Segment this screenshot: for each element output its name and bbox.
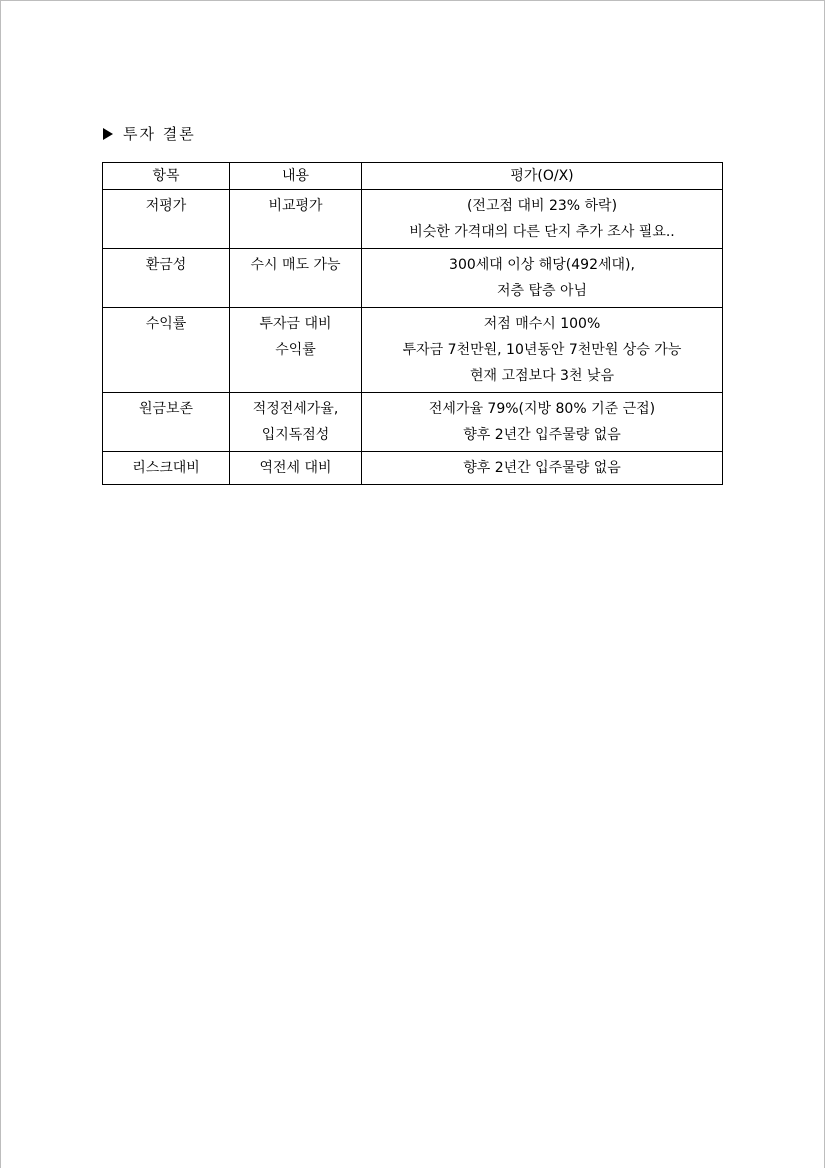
content-line: 수시 매도 가능	[250, 257, 341, 273]
header-evaluation: 평가(O/X)	[362, 163, 723, 190]
row-item-cell: 환금성	[103, 249, 230, 308]
evaluation-line: 저층 탑층 아님	[496, 283, 588, 299]
section-heading	[103, 123, 196, 145]
row-content-cell	[230, 190, 362, 249]
header-item: 항목	[103, 163, 230, 190]
evaluation-line: 현재 고점보다 3천 낮음	[470, 368, 614, 384]
content-line: 적정전세가율,	[252, 401, 339, 417]
row-item-cell: 원금보존	[103, 393, 230, 452]
table-row	[103, 452, 723, 485]
section-title: 투자 결론	[123, 125, 196, 143]
evaluation-line: 저점 매수시 100%	[483, 316, 601, 332]
row-evaluation-cell	[362, 452, 723, 485]
row-evaluation-cell	[362, 249, 723, 308]
evaluation-line: (전고점 대비 23% 하락)	[466, 198, 618, 214]
evaluation-line: 비슷한 가격대의 다른 단지 추가 조사 필요..	[409, 224, 675, 240]
evaluation-line: 투자금 7천만원, 10년동안 7천만원 상승 가능	[402, 342, 682, 358]
row-evaluation-cell	[362, 308, 723, 393]
table-header-row	[103, 163, 723, 190]
row-content-cell	[230, 393, 362, 452]
row-evaluation-cell	[362, 190, 723, 249]
content-line: 수익률	[275, 342, 316, 358]
table-row	[103, 308, 723, 393]
content-line: 투자금 대비	[259, 316, 332, 332]
row-content-cell	[230, 308, 362, 393]
table-row	[103, 249, 723, 308]
content-line: 비교평가	[268, 198, 323, 214]
row-item-cell: 수익률	[103, 308, 230, 393]
evaluation-line: 향후 2년간 입주물량 없음	[463, 460, 621, 476]
evaluation-line: 향후 2년간 입주물량 없음	[463, 427, 621, 443]
content-line: 입지독점성	[261, 427, 330, 443]
row-evaluation-cell	[362, 393, 723, 452]
triangle-bullet-icon	[103, 128, 113, 140]
investment-conclusion-table	[102, 162, 723, 485]
table-row	[103, 393, 723, 452]
table-row	[103, 190, 723, 249]
evaluation-line: 전세가율 79%(지방 80% 기준 근접)	[428, 401, 656, 417]
content-line: 역전세 대비	[259, 460, 332, 476]
row-content-cell	[230, 452, 362, 485]
evaluation-line: 300세대 이상 해당(492세대),	[449, 257, 635, 273]
row-content-cell	[230, 249, 362, 308]
header-content: 내용	[230, 163, 362, 190]
row-item-cell: 저평가	[103, 190, 230, 249]
row-item-cell: 리스크대비	[103, 452, 230, 485]
